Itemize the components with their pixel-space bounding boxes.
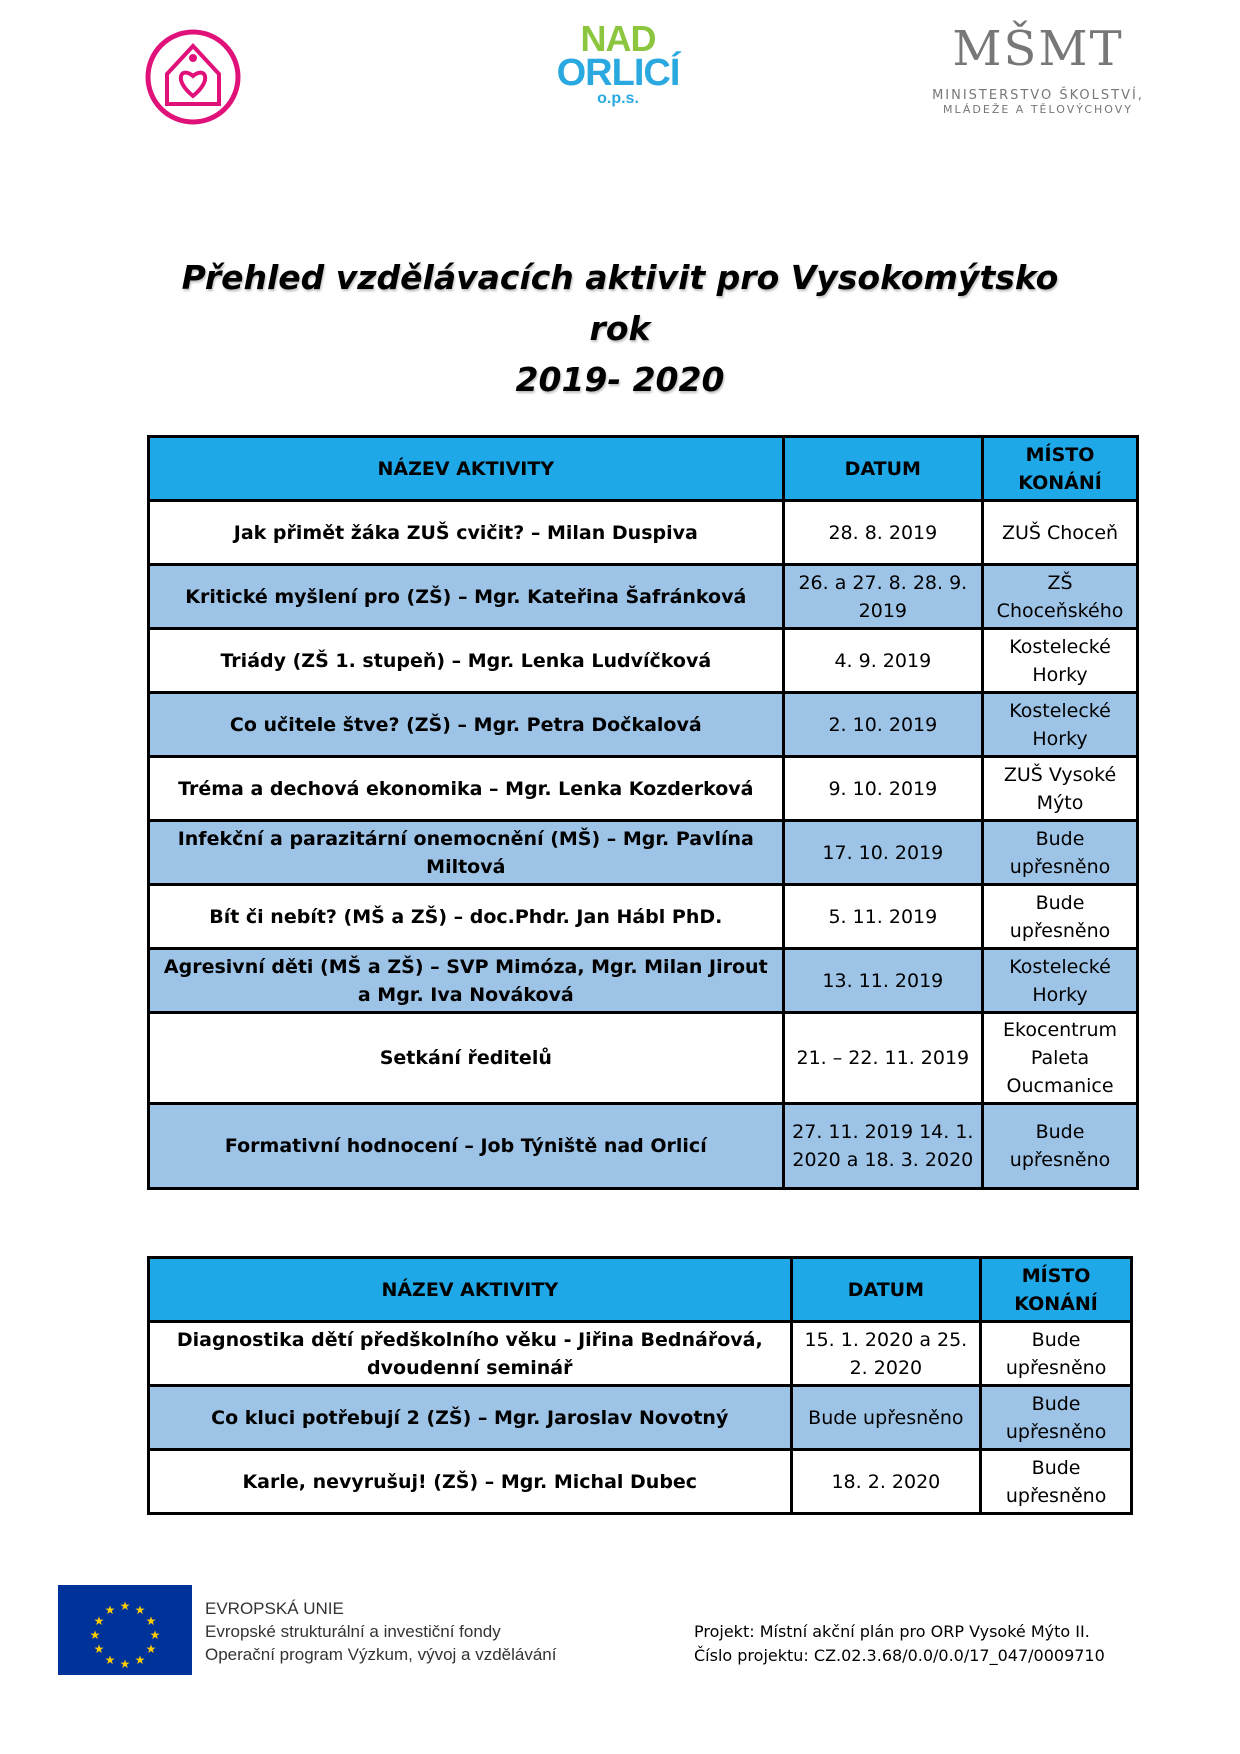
place-cell: Kostelecké Horky (983, 693, 1138, 757)
table-row (149, 949, 1138, 1013)
activities-table-1 (147, 435, 1139, 1190)
activity-cell: Co kluci potřebují 2 (ZŠ) – Mgr. Jaroslav Novotný (149, 1386, 792, 1450)
table-row (149, 821, 1138, 885)
activity-cell: Triády (ZŠ 1. stupeň) – Mgr. Lenka Ludvíčková (149, 629, 784, 693)
date-cell: 17. 10. 2019 (783, 821, 982, 885)
svg-text:★: ★ (134, 1603, 146, 1617)
place-cell: ZŠ Choceňského (983, 565, 1138, 629)
place-cell: Kostelecké Horky (983, 629, 1138, 693)
place-cell: Kostelecké Horky (983, 949, 1138, 1013)
activity-cell: Diagnostika dětí předškolního věku - Jiřina Bednářová, dvoudenní seminář (149, 1322, 792, 1386)
project-info (694, 1620, 1105, 1668)
date-cell: 5. 11. 2019 (783, 885, 982, 949)
date-cell: Bude upřesněno (791, 1386, 981, 1450)
header-date: DATUM (791, 1258, 981, 1322)
activity-cell: Co učitele štve? (ZŠ) – Mgr. Petra Dočkalová (149, 693, 784, 757)
date-cell: 26. a 27. 8. 28. 9. 2019 (783, 565, 982, 629)
activity-cell: Tréma a dechová ekonomika – Mgr. Lenka Kozderková (149, 757, 784, 821)
date-cell: 18. 2. 2020 (791, 1450, 981, 1514)
msmt-monogram: MŠMT (952, 21, 1124, 77)
table-row (149, 1322, 1132, 1386)
project-name: Projekt: Místní akční plán pro ORP Vysoké Mýto II. (694, 1622, 1090, 1641)
nad-orlici-line1: NAD (580, 18, 656, 59)
svg-text:★: ★ (134, 1653, 146, 1667)
activity-cell: Kritické myšlení pro (ZŠ) – Mgr. Kateřina Šafránková (149, 565, 784, 629)
title-line2: rok (589, 309, 651, 348)
table-row (149, 629, 1138, 693)
table-row (149, 501, 1138, 565)
activity-cell: Setkání ředitelů (149, 1013, 784, 1104)
activity-cell: Jak přimět žáka ZUŠ cvičit? – Milan Duspiva (149, 501, 784, 565)
table-header-row (149, 437, 1138, 501)
nad-orlici-logo (548, 18, 688, 107)
date-cell: 21. – 22. 11. 2019 (783, 1013, 982, 1104)
svg-text:★: ★ (119, 1657, 131, 1671)
page-title (0, 252, 1240, 405)
msmt-line2: MLÁDEŽE A TĚLOVÝCHOVY (943, 103, 1133, 116)
project-number: Číslo projektu: CZ.02.3.68/0.0/0.0/17_047/0009710 (694, 1646, 1105, 1665)
table-row (149, 1104, 1138, 1189)
eu-flag-icon (58, 1585, 192, 1675)
date-cell: 28. 8. 2019 (783, 501, 982, 565)
svg-text:★: ★ (93, 1642, 105, 1656)
svg-text:★: ★ (89, 1628, 101, 1642)
msmt-logo (918, 18, 1158, 138)
map-logo-graphic (145, 22, 265, 132)
svg-text:★: ★ (93, 1614, 105, 1628)
place-cell: ZUŠ Vysoké Mýto (983, 757, 1138, 821)
activity-cell: Formativní hodnocení – Job Týniště nad Orlicí (149, 1104, 784, 1189)
eu-line1: EVROPSKÁ UNIE (205, 1599, 344, 1618)
date-cell: 2. 10. 2019 (783, 693, 982, 757)
nad-orlici-line3: o.p.s. (597, 90, 639, 107)
date-cell: 9. 10. 2019 (783, 757, 982, 821)
map-logo (145, 22, 265, 132)
eu-line2: Evropské strukturální a investiční fondy (205, 1622, 501, 1641)
table-header-row (149, 1258, 1132, 1322)
eu-stars-graphic (58, 1585, 192, 1675)
table-row (149, 1450, 1132, 1514)
place-cell: Bude upřesněno (981, 1450, 1132, 1514)
date-cell: 4. 9. 2019 (783, 629, 982, 693)
svg-text:★: ★ (145, 1642, 157, 1656)
activity-cell: Infekční a parazitární onemocnění (MŠ) – Mgr. Pavlína Miltová (149, 821, 784, 885)
table-row (149, 1013, 1138, 1104)
svg-text:★: ★ (119, 1599, 131, 1613)
header-place: MÍSTO KONÁNÍ (981, 1258, 1132, 1322)
place-cell: Bude upřesněno (983, 821, 1138, 885)
svg-text:★: ★ (104, 1603, 116, 1617)
activities-table-2 (147, 1256, 1133, 1515)
date-cell: 13. 11. 2019 (783, 949, 982, 1013)
svg-text:★: ★ (145, 1614, 157, 1628)
date-cell: 15. 1. 2020 a 25. 2. 2020 (791, 1322, 981, 1386)
title-line3: 2019- 2020 (515, 360, 725, 399)
activity-cell: Karle, nevyrušuj! (ZŠ) – Mgr. Michal Dubec (149, 1450, 792, 1514)
eu-line3: Operační program Výzkum, vývoj a vzdělávání (205, 1645, 557, 1664)
title-line1: Přehled vzdělávacích aktivit pro Vysokomýtsko (181, 258, 1059, 297)
msmt-line1: MINISTERSTVO ŠKOLSTVÍ, (932, 88, 1144, 103)
date-cell: 27. 11. 2019 14. 1. 2020 a 18. 3. 2020 (783, 1104, 982, 1189)
table-row (149, 885, 1138, 949)
nad-orlici-line2: ORLICÍ (556, 52, 680, 94)
place-cell: Ekocentrum Paleta Oucmanice (983, 1013, 1138, 1104)
place-cell: Bude upřesněno (983, 1104, 1138, 1189)
svg-text:★: ★ (149, 1628, 161, 1642)
table-row (149, 565, 1138, 629)
eu-caption (205, 1597, 556, 1666)
svg-text:★: ★ (104, 1653, 116, 1667)
place-cell: ZUŠ Choceň (983, 501, 1138, 565)
header-activity: NÁZEV AKTIVITY (149, 437, 784, 501)
place-cell: Bude upřesněno (983, 885, 1138, 949)
header-place: MÍSTO KONÁNÍ (983, 437, 1138, 501)
place-cell: Bude upřesněno (981, 1322, 1132, 1386)
table-row (149, 1386, 1132, 1450)
header-activity: NÁZEV AKTIVITY (149, 1258, 792, 1322)
place-cell: Bude upřesněno (981, 1386, 1132, 1450)
activity-cell: Agresivní děti (MŠ a ZŠ) – SVP Mimóza, Mgr. Milan Jirout a Mgr. Iva Nováková (149, 949, 784, 1013)
header-date: DATUM (783, 437, 982, 501)
activity-cell: Bít či nebít? (MŠ a ZŠ) – doc.Phdr. Jan Hábl PhD. (149, 885, 784, 949)
table-row (149, 757, 1138, 821)
table-row (149, 693, 1138, 757)
